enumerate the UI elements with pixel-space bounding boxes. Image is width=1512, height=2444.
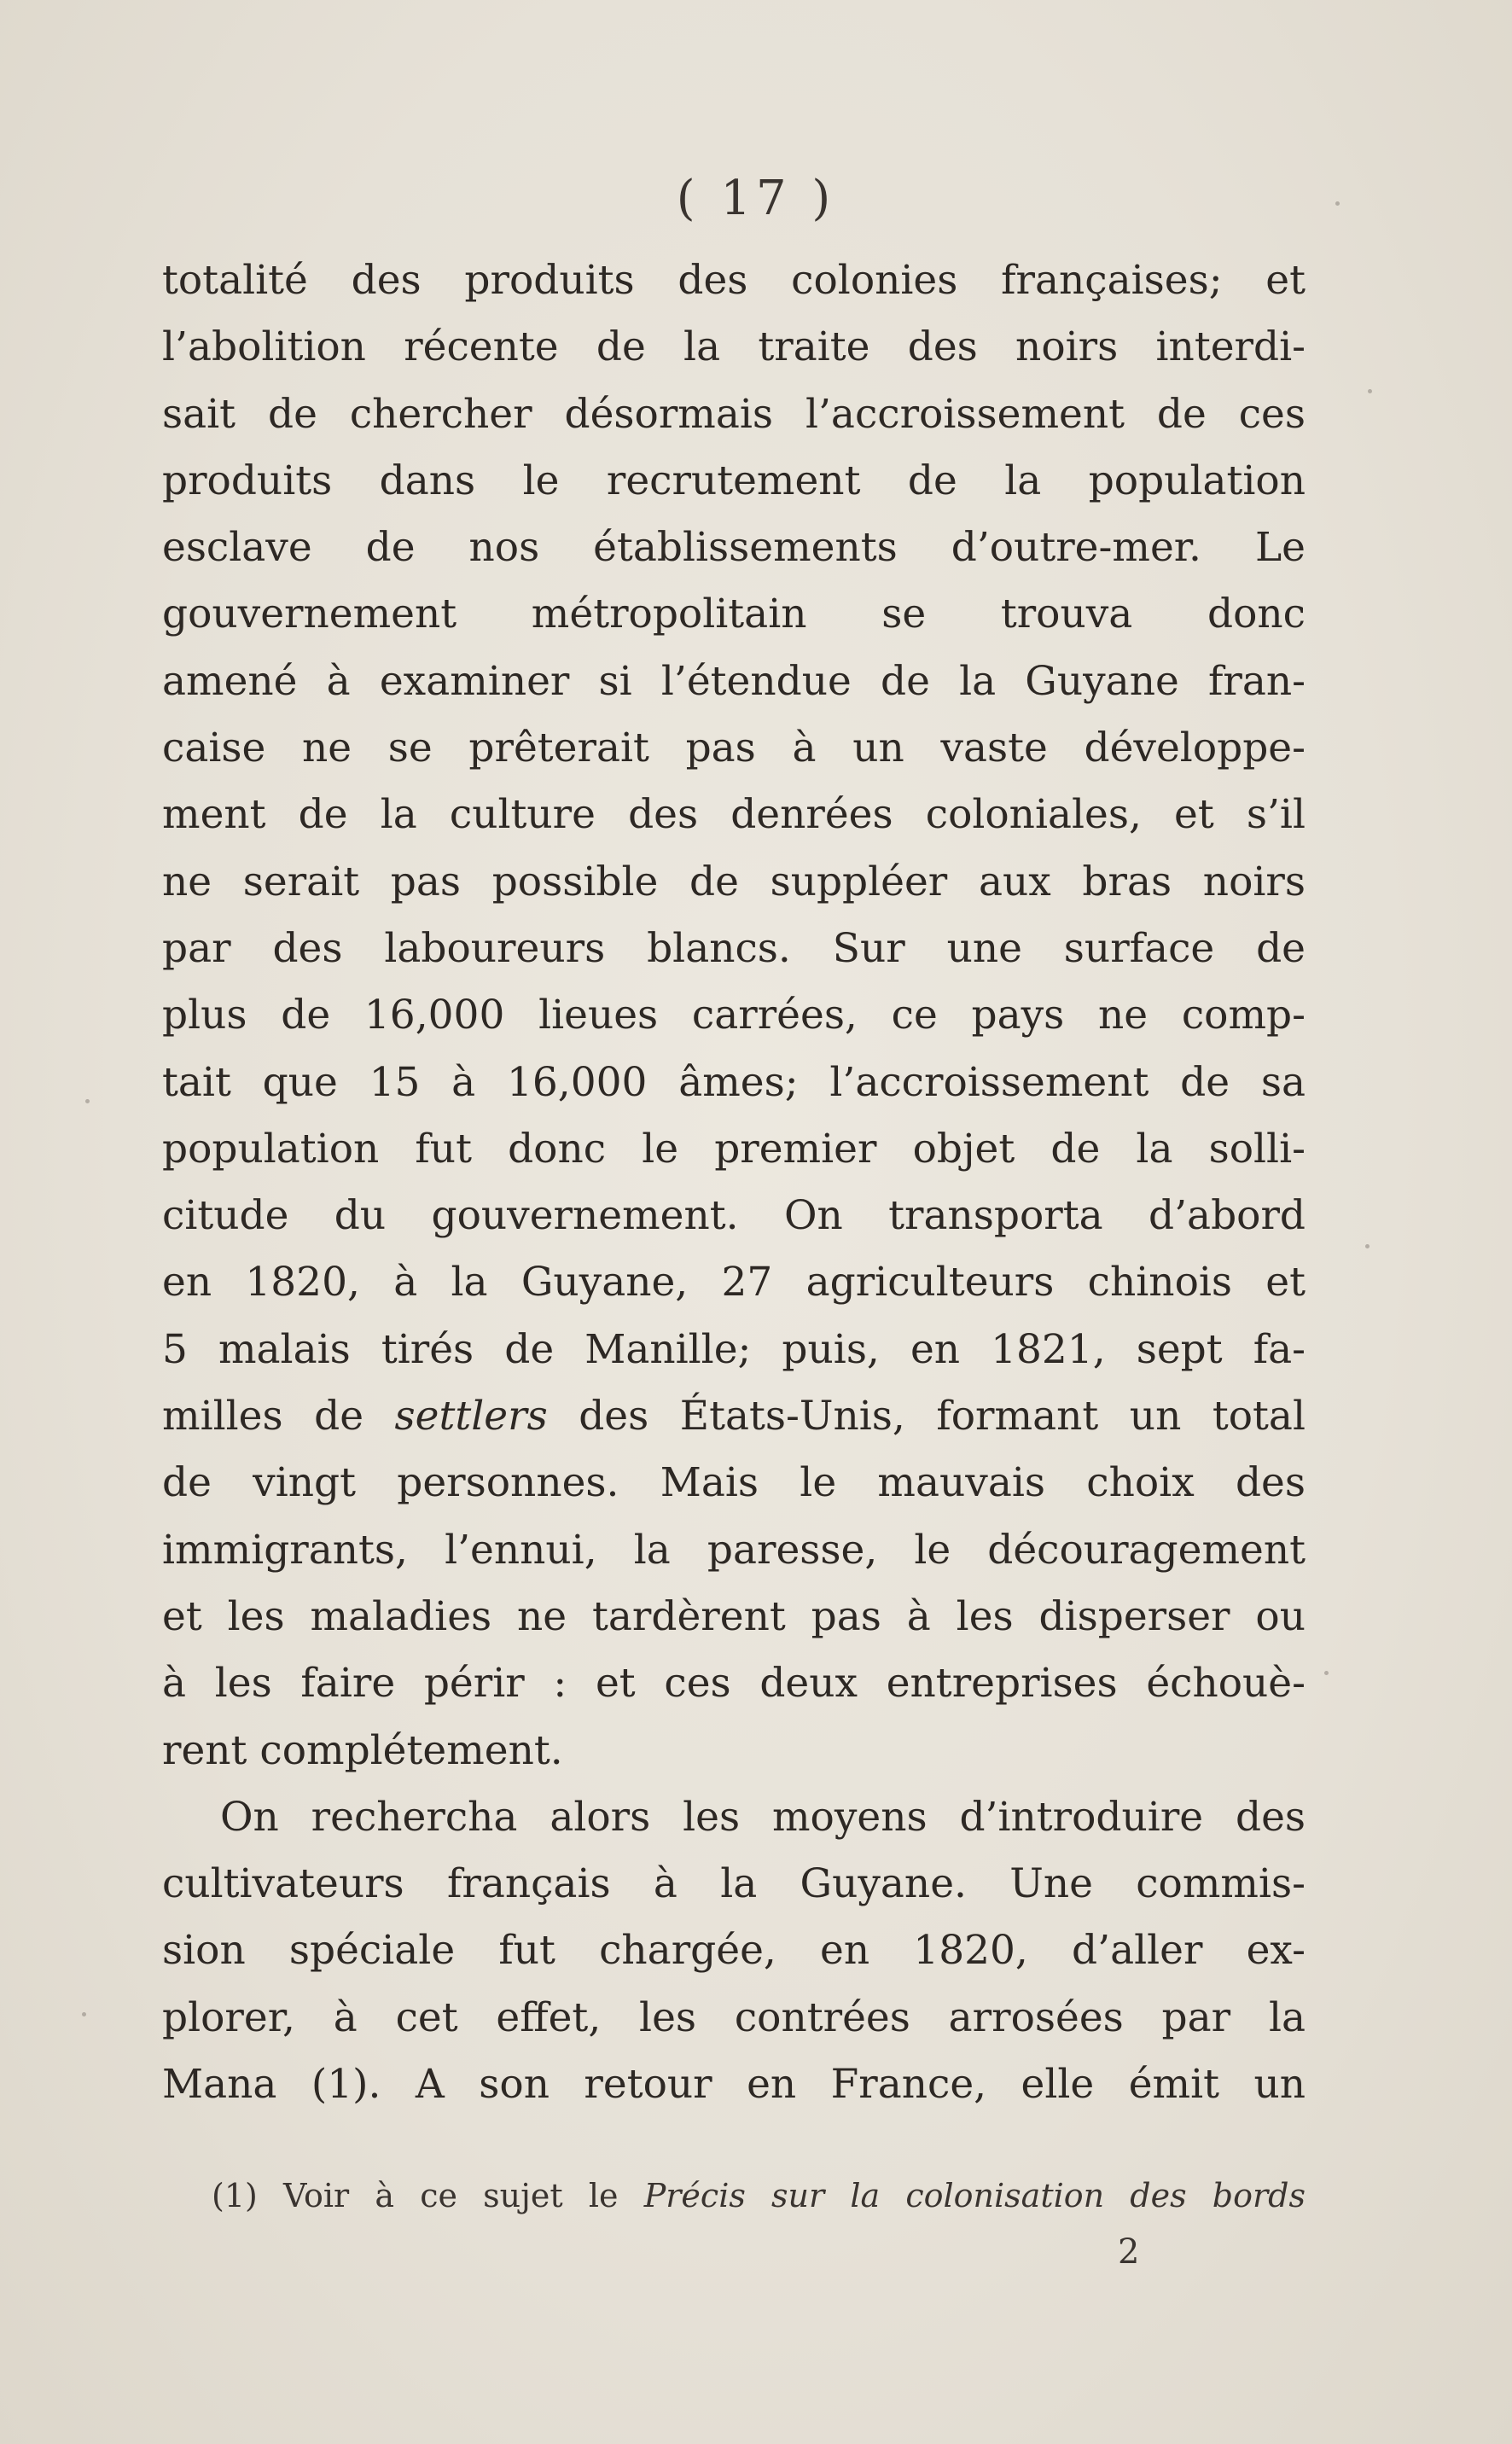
text-line: et les maladies ne tardèrent pas à les disperser ou (162, 1592, 1306, 1640)
paper-speck (1335, 201, 1340, 206)
text-line: à les faire périr : et ces deux entreprises échouè- (162, 1660, 1306, 1708)
text-line: plorer, à cet effet, les contrées arrosées par la (162, 1993, 1306, 2041)
footnote-text: (1) Voir à ce sujet le (212, 2177, 644, 2214)
text-line-paragraph-start: On rechercha alors les moyens d’introduire des (220, 1793, 1306, 1841)
text-line: esclave de nos établissements d’outre-mer. Le (162, 524, 1306, 572)
text-line: cultivateurs français à la Guyane. Une commis- (162, 1860, 1306, 1908)
paper-speck (82, 2012, 86, 2016)
text-line: 5 malais tirés de Manille; puis, en 1821, sept fa- (162, 1325, 1306, 1373)
text-line: par des laboureurs blancs. Sur une surface de (162, 924, 1306, 972)
text-line: l’abolition récente de la traite des noirs interdi- (162, 323, 1306, 371)
paper-speck (1324, 1671, 1329, 1675)
footnote (212, 2174, 1306, 2217)
page-number: ( 17 ) (676, 171, 836, 226)
text-line: produits dans le recrutement de la population (162, 457, 1306, 504)
text-line: gouvernement métropolitain se trouva donc (162, 591, 1306, 638)
paper-speck (1368, 389, 1372, 393)
italic-word-settlers: settlers (394, 1393, 548, 1440)
text-line: ne serait pas possible de suppléer aux bras noirs (162, 858, 1306, 905)
text-line: sion spéciale fut chargée, en 1820, d’aller ex- (162, 1927, 1306, 1975)
paper-speck (1365, 1244, 1370, 1248)
text-line: ment de la culture des denrées coloniales, et s’il (162, 791, 1306, 839)
text-line: de vingt personnes. Mais le mauvais choix des (162, 1459, 1306, 1507)
text-line: caise ne se prêterait pas à un vaste développe- (162, 724, 1306, 772)
text-line: en 1820, à la Guyane, 27 agriculteurs chinois et (162, 1259, 1306, 1306)
text-line: plus de 16,000 lieues carrées, ce pays ne comp- (162, 992, 1306, 1039)
text-line: tait que 15 à 16,000 âmes; l’accroissement de sa (162, 1058, 1306, 1106)
text-segment: milles de (162, 1393, 395, 1440)
text-line: Mana (1). A son retour en France, elle émit un (162, 2061, 1306, 2109)
footnote-italic-title: Précis sur la colonisation des bords (643, 2177, 1306, 2214)
text-line: immigrants, l’ennui, la paresse, le découragement (162, 1526, 1306, 1574)
text-segment: des États-Unis, formant un total (547, 1393, 1306, 1440)
text-line: sait de chercher désormais l’accroissement de ces (162, 390, 1306, 438)
text-line: totalité des produits des colonies françaises; et (162, 257, 1306, 304)
signature-mark: 2 (1118, 2232, 1140, 2272)
text-line: amené à examiner si l’étendue de la Guyane fran- (162, 657, 1306, 705)
text-line: population fut donc le premier objet de la solli- (162, 1125, 1306, 1173)
body-text (162, 247, 1306, 2118)
text-line-with-italic (162, 1383, 1306, 1450)
paper-speck (85, 1099, 90, 1103)
text-line-paragraph-end: rent complétement. (162, 1726, 563, 1774)
text-line: citude du gouvernement. On transporta d’abord (162, 1192, 1306, 1240)
